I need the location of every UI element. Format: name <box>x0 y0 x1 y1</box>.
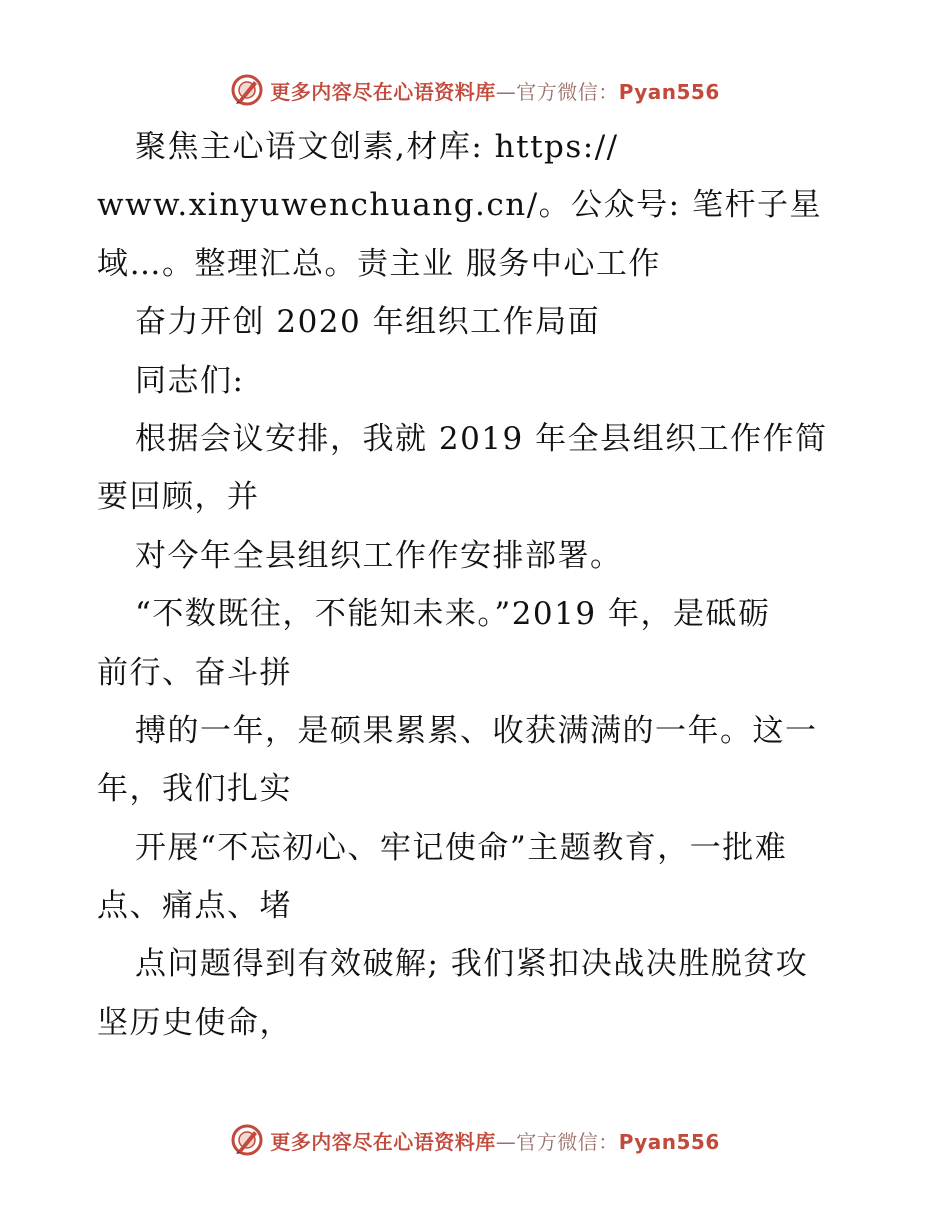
text-line: 对今年全县组织工作作安排部署。 <box>135 537 623 574</box>
watermark-wechat-label: 官方微信： <box>516 1129 619 1154</box>
text-line: 点、痛点、堵 <box>97 888 292 925</box>
text-line: 点问题得到有效破解; 我们紧扣决战决胜脱贫攻 <box>135 946 809 983</box>
text-line: 坚历史使命， <box>97 1004 292 1041</box>
text-line: 搏的一年，是硕果累累、收获满满的一年。这一 <box>135 712 818 749</box>
watermark-brand: 更多内容尽在心语资料库 <box>270 1129 496 1154</box>
watermark-separator: — <box>495 79 517 104</box>
text-line: 前行、奋斗拼 <box>97 654 292 691</box>
watermark-wechat-id: Pyan556 <box>618 79 720 104</box>
text-line: 年，我们扎实 <box>97 771 292 808</box>
header-watermark <box>0 70 950 110</box>
footer-watermark <box>0 1120 950 1160</box>
text-line: 要回顾，并 <box>97 479 260 516</box>
watermark-brand: 更多内容尽在心语资料库 <box>270 79 496 104</box>
text-line: www.xinyuwenchuang.cn/。公众号: 笔杆子星 <box>97 187 822 224</box>
text-line: 域…。整理汇总。责主业 服务中心工作 <box>97 245 661 282</box>
document-title: 奋力开创 2020 年组织工作局面 <box>135 304 601 341</box>
watermark-separator: — <box>495 1129 517 1154</box>
watermark-text <box>270 76 720 105</box>
watermark-text <box>270 1126 720 1155</box>
watermark-wechat-label: 官方微信： <box>516 79 619 104</box>
text-line: “不数既往，不能知未来。”2019 年，是砥砺 <box>135 596 771 633</box>
watermark-wechat-id: Pyan556 <box>618 1129 720 1154</box>
text-line: 聚焦主心语文创素,材库: https:// <box>135 129 619 165</box>
text-line: 开展“不忘初心、牢记使命”主题教育，一批难 <box>135 829 788 866</box>
text-line: 根据会议安排，我就 2019 年全县组织工作作简 <box>135 420 828 457</box>
document-body <box>97 118 857 1052</box>
pen-logo-icon <box>230 1123 264 1157</box>
pen-logo-icon <box>230 73 264 107</box>
salutation: 同志们: <box>135 362 245 399</box>
